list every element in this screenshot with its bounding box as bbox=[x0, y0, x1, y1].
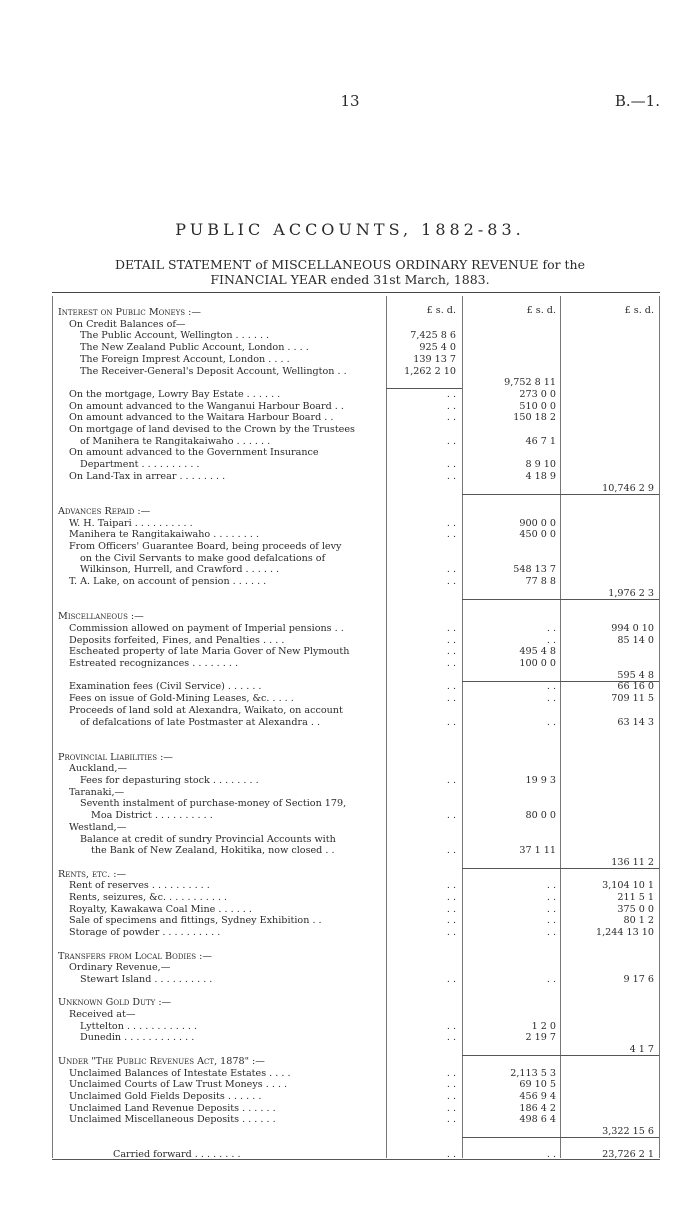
subtitle-line-1: DETAIL STATEMENT of MISCELLANEOUS ORDINARY REVENUE for the bbox=[114, 257, 586, 272]
amount-c2: . . bbox=[546, 903, 556, 915]
row-label: Storage of powder . . . . . . . . . . bbox=[69, 927, 221, 939]
amount-c1: . . bbox=[446, 622, 456, 634]
column-header-currency: £ s. d. bbox=[526, 305, 556, 316]
section-heading: Interest on Public Moneys :— bbox=[58, 307, 201, 318]
amount-c1: . . bbox=[446, 915, 456, 927]
amount-c2: . . bbox=[546, 880, 556, 892]
amount-c1: . . bbox=[446, 1102, 456, 1114]
amount-c2: 510 0 0 bbox=[519, 400, 556, 412]
row-label: Royalty, Kawakawa Coal Mine . . . . . . bbox=[69, 903, 252, 915]
amount-c3: 66 16 0 bbox=[617, 681, 654, 693]
amount-c1: . . bbox=[446, 1032, 456, 1044]
amount-c2: 548 13 7 bbox=[513, 564, 556, 576]
amount-c2: . . bbox=[546, 716, 556, 728]
row-label: On amount advanced to the Government Insurance bbox=[69, 447, 319, 459]
amount-c3: 23,726 2 1 bbox=[602, 1149, 654, 1161]
row-label: Rents, seizures, &c. . . . . . . . . . . bbox=[69, 892, 228, 903]
row-label: On amount advanced to the Wanganui Harbour Board . . bbox=[69, 400, 344, 412]
amount-c2: . . bbox=[546, 1149, 556, 1161]
amount-c2: 69 10 5 bbox=[519, 1079, 556, 1091]
amount-c1: . . bbox=[446, 1090, 456, 1102]
amount-c1: 139 13 7 bbox=[413, 353, 456, 365]
amount-c2: 100 0 0 bbox=[519, 658, 556, 669]
section-heading: Miscellaneous :— bbox=[58, 611, 144, 623]
row-label: Moa District . . . . . . . . . . bbox=[91, 810, 213, 822]
amount-c3: 85 14 0 bbox=[617, 634, 654, 646]
amount-c2: 456 9 4 bbox=[519, 1090, 556, 1102]
row-label: Manihera te Rangitakaiwaho . . . . . . . . bbox=[69, 529, 259, 541]
row-label: Westland,— bbox=[69, 821, 127, 833]
amount-c2: 9,752 8 11 bbox=[504, 377, 556, 389]
subtitle-line-2: FINANCIAL YEAR ended 31st March, 1883. bbox=[210, 272, 490, 287]
section-heading: Advances Repaid :— bbox=[58, 505, 151, 517]
amount-c1: . . bbox=[446, 892, 456, 903]
amount-c2: 8 9 10 bbox=[525, 459, 556, 471]
amount-c3: 211 5 1 bbox=[617, 892, 654, 903]
row-label: Carried forward . . . . . . . . bbox=[113, 1149, 241, 1161]
row-label: From Officers' Guarantee Board, being proceeds of levy bbox=[69, 541, 342, 552]
amount-c1: . . bbox=[446, 388, 456, 400]
row-label: Unclaimed Gold Fields Deposits . . . . . . bbox=[69, 1090, 262, 1102]
row-label: On amount advanced to the Waitara Harbour Board . . bbox=[69, 412, 334, 424]
amount-c1: . . bbox=[446, 576, 456, 588]
amount-c2: 273 0 0 bbox=[519, 388, 556, 400]
amount-c1: . . bbox=[446, 412, 456, 424]
amount-c1: . . bbox=[446, 634, 456, 646]
row-label: On mortgage of land devised to the Crown by the Trustees bbox=[69, 424, 355, 435]
amount-c1: . . bbox=[446, 775, 456, 786]
amount-c1: . . bbox=[446, 646, 456, 658]
amount-c1: . . bbox=[446, 564, 456, 576]
amount-c1: . . bbox=[446, 1079, 456, 1091]
row-label: Stewart Island . . . . . . . . . . bbox=[80, 973, 213, 985]
amount-c3: 3,104 10 1 bbox=[602, 880, 654, 892]
amount-c2: 450 0 0 bbox=[519, 529, 556, 541]
row-label: The New Zealand Public Account, London . . . . bbox=[80, 342, 309, 354]
row-label: T. A. Lake, on account of pension . . . . . . bbox=[69, 576, 267, 588]
amount-c1: . . bbox=[446, 681, 456, 693]
amount-c3: 9 17 6 bbox=[623, 973, 654, 985]
bottom-rule bbox=[52, 1159, 660, 1160]
amount-c2: 2,113 5 3 bbox=[510, 1067, 556, 1079]
amount-c3: 1,244 13 10 bbox=[596, 927, 654, 939]
row-label: On Credit Balances of— bbox=[69, 318, 186, 330]
row-label: Received at— bbox=[69, 1009, 136, 1020]
amount-c2: . . bbox=[546, 693, 556, 705]
amount-c2: 80 0 0 bbox=[525, 810, 556, 822]
amount-c2: . . bbox=[546, 634, 556, 646]
page-title: PUBLIC ACCOUNTS, 1882-83. bbox=[175, 220, 525, 239]
amount-c1: . . bbox=[446, 470, 456, 482]
amount-c3: 375 0 0 bbox=[617, 903, 654, 915]
amount-c2: 77 8 8 bbox=[525, 576, 556, 588]
amount-c2: 37 1 11 bbox=[519, 845, 556, 857]
amount-c2: 1 2 0 bbox=[531, 1020, 556, 1032]
amount-c1: . . bbox=[446, 435, 456, 447]
row-label: on the Civil Servants to make good defalcations of bbox=[80, 552, 326, 564]
revenue-table bbox=[52, 296, 660, 1161]
column-header-currency: £ s. d. bbox=[426, 305, 456, 316]
amount-c2: 19 9 3 bbox=[525, 775, 556, 786]
amount-c3: 10,746 2 9 bbox=[602, 482, 654, 494]
row-label: Unclaimed Miscellaneous Deposits . . . . . . bbox=[69, 1114, 276, 1126]
amount-c3: 595 4 8 bbox=[617, 669, 654, 681]
amount-c1: 1,262 2 10 bbox=[404, 365, 456, 377]
row-label: The Public Account, Wellington . . . . . . bbox=[80, 330, 270, 342]
amount-c3: 4 1 7 bbox=[629, 1044, 654, 1056]
row-label: Unclaimed Land Revenue Deposits . . . . . . bbox=[69, 1102, 276, 1114]
column-header-currency: £ s. d. bbox=[624, 305, 654, 316]
row-label: Auckland,— bbox=[69, 763, 128, 775]
amount-c3: 709 11 5 bbox=[611, 693, 654, 705]
row-label: On Land-Tax in arrear . . . . . . . . bbox=[69, 470, 226, 482]
amount-c3: 3,322 15 6 bbox=[602, 1126, 654, 1137]
amount-c2: . . bbox=[546, 892, 556, 903]
amount-c2: 2 19 7 bbox=[525, 1032, 556, 1044]
row-label: of Manihera te Rangitakaiwaho . . . . . . bbox=[80, 435, 271, 447]
amount-c1: . . bbox=[446, 810, 456, 822]
row-label: Commission allowed on payment of Imperial pensions . . bbox=[69, 622, 344, 634]
row-label: The Receiver-General's Deposit Account, Wellington . . bbox=[80, 365, 347, 377]
row-label: Department . . . . . . . . . . bbox=[80, 459, 200, 471]
amount-c2: . . bbox=[546, 973, 556, 985]
row-label: Seventh instalment of purchase-money of Section 179, bbox=[80, 798, 347, 810]
row-label: The Foreign Imprest Account, London . . . . bbox=[80, 353, 290, 365]
amount-c1: . . bbox=[446, 973, 456, 985]
amount-c2: . . bbox=[546, 927, 556, 939]
row-label: On the mortgage, Lowry Bay Estate . . . . . . bbox=[69, 388, 281, 400]
amount-c1: . . bbox=[446, 400, 456, 412]
row-label: Sale of specimens and fittings, Sydney Exhibition . . bbox=[69, 915, 322, 927]
amount-c1: . . bbox=[446, 1020, 456, 1032]
amount-c3: 63 14 3 bbox=[617, 716, 654, 728]
row-label: the Bank of New Zealand, Hokitika, now closed . . bbox=[91, 845, 335, 857]
amount-c1: 7,425 8 6 bbox=[410, 330, 456, 342]
row-label: Deposits forfeited, Fines, and Penalties . . . . bbox=[69, 634, 285, 646]
amount-c1: . . bbox=[446, 716, 456, 728]
row-label: Balance at credit of sundry Provincial Accounts with bbox=[80, 833, 336, 845]
row-label: Ordinary Revenue,— bbox=[69, 962, 171, 974]
amount-c1: . . bbox=[446, 845, 456, 857]
section-heading: Provincial Liabilities :— bbox=[58, 751, 173, 763]
amount-c1: . . bbox=[446, 658, 456, 669]
section-heading: Unknown Gold Duty :— bbox=[58, 997, 172, 1009]
page-subtitle bbox=[0, 257, 700, 287]
amount-c1: . . bbox=[446, 880, 456, 892]
row-label: Lyttelton . . . . . . . . . . . . bbox=[80, 1020, 198, 1032]
row-label: Examination fees (Civil Service) . . . . . . bbox=[69, 681, 262, 693]
amount-c2: 498 6 4 bbox=[519, 1114, 556, 1126]
amount-c1: . . bbox=[446, 1067, 456, 1079]
row-label: Fees on issue of Gold-Mining Leases, &c. . . . . bbox=[69, 693, 294, 705]
page-number: 13 bbox=[340, 92, 360, 110]
row-label: Dunedin . . . . . . . . . . . . bbox=[80, 1032, 195, 1044]
section-heading: Under "The Public Revenues Act, 1878" :— bbox=[58, 1055, 265, 1067]
document-reference: B.—1. bbox=[614, 92, 660, 110]
amount-c2: . . bbox=[546, 622, 556, 634]
amount-c3: 80 1 2 bbox=[623, 915, 654, 927]
section-heading: Rents, etc. :— bbox=[58, 868, 127, 880]
amount-c1: 925 4 0 bbox=[419, 342, 456, 354]
row-label: Taranaki,— bbox=[69, 786, 125, 798]
amount-c2: 186 4 2 bbox=[519, 1102, 556, 1114]
amount-c1: . . bbox=[446, 517, 456, 529]
amount-c1: . . bbox=[446, 903, 456, 915]
row-label: Fees for depasturing stock . . . . . . . . bbox=[80, 775, 259, 786]
amount-c3: 994 0 10 bbox=[611, 622, 654, 634]
row-label: of defalcations of late Postmaster at Alexandra . . bbox=[80, 716, 321, 728]
amount-c2: 4 18 9 bbox=[525, 470, 556, 482]
amount-c2: . . bbox=[546, 681, 556, 693]
amount-c2: 150 18 2 bbox=[513, 412, 556, 424]
amount-c2: . . bbox=[546, 915, 556, 927]
row-label: Proceeds of land sold at Alexandra, Waikato, on account bbox=[69, 704, 343, 716]
row-label: Unclaimed Balances of Intestate Estates . . . . bbox=[69, 1067, 291, 1079]
amount-c1: . . bbox=[446, 459, 456, 471]
row-label: Wilkinson, Hurrell, and Crawford . . . . . . bbox=[80, 564, 280, 576]
amount-c2: 495 4 8 bbox=[519, 646, 556, 658]
row-label: Unclaimed Courts of Law Trust Moneys . . . . bbox=[69, 1079, 288, 1091]
amount-c1: . . bbox=[446, 927, 456, 939]
amount-c1: . . bbox=[446, 1149, 456, 1161]
row-label: Escheated property of late Maria Gover of New Plymouth bbox=[69, 646, 350, 658]
amount-c1: . . bbox=[446, 1114, 456, 1126]
amount-c3: 136 11 2 bbox=[611, 856, 654, 868]
row-label: W. H. Taipari . . . . . . . . . . bbox=[69, 517, 193, 529]
amount-c2: 46 7 1 bbox=[525, 435, 556, 447]
amount-c1: . . bbox=[446, 529, 456, 541]
amount-c2: 900 0 0 bbox=[519, 517, 556, 529]
top-rule bbox=[52, 292, 660, 293]
amount-c1: . . bbox=[446, 693, 456, 705]
section-heading: Transfers from Local Bodies :— bbox=[58, 950, 212, 962]
row-label: Rent of reserves . . . . . . . . . . bbox=[69, 880, 210, 892]
row-label: Estreated recognizances . . . . . . . . bbox=[69, 658, 239, 669]
amount-c3: 1,976 2 3 bbox=[608, 587, 654, 599]
